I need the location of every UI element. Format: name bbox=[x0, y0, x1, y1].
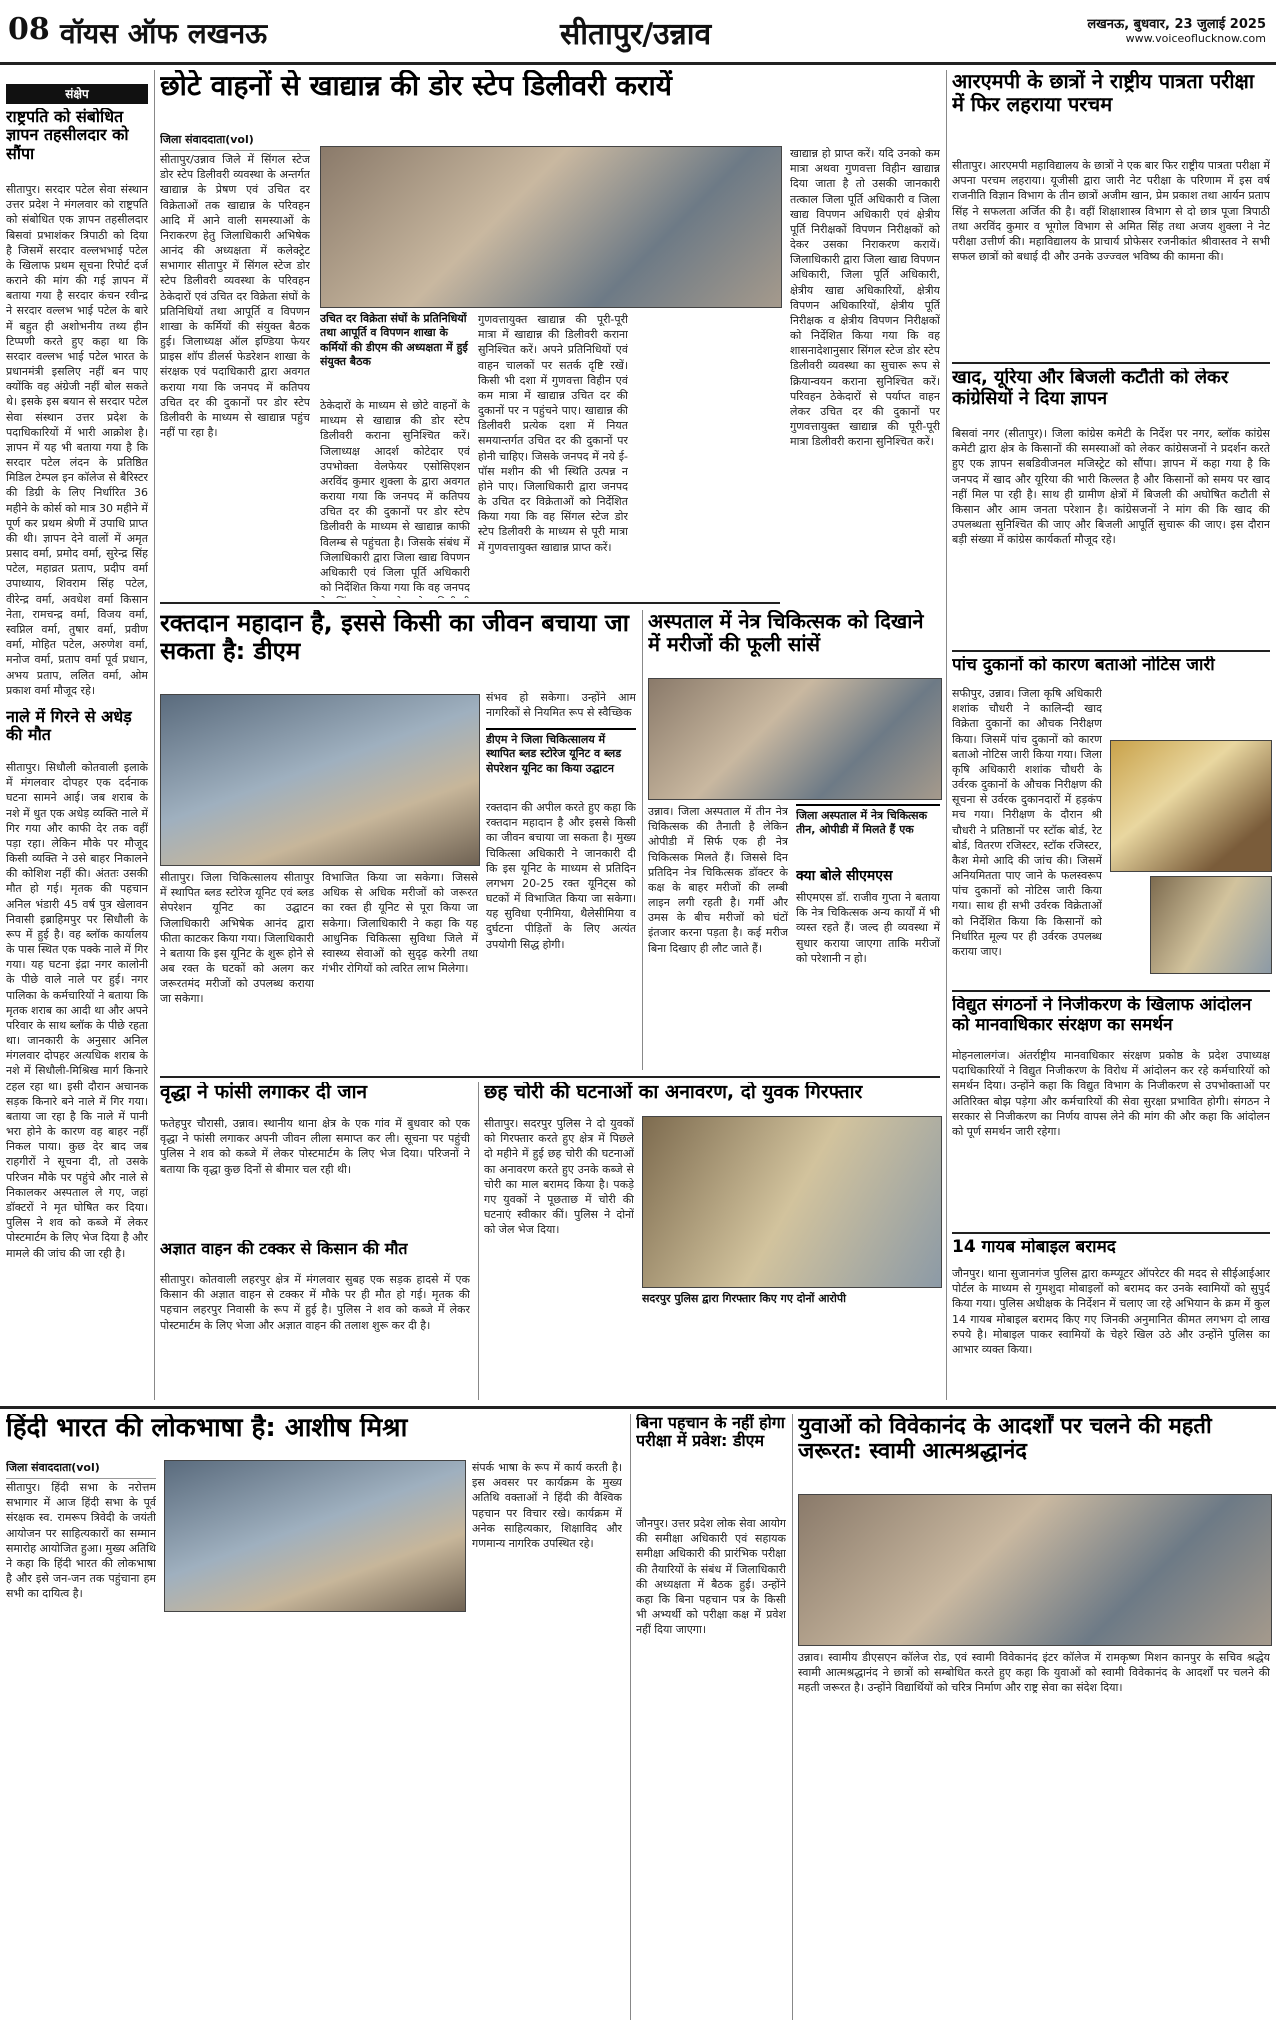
arrest-photo bbox=[642, 1116, 942, 1288]
classroom-photo bbox=[798, 1494, 1272, 1646]
fertilizer-shop-photo bbox=[1110, 740, 1272, 872]
rmp-body: सीतापुर। आरएमपी महाविद्यालय के छात्रों ने एक बार फिर राष्ट्रीय पात्रता परीक्षा में अपना परचम लहराया। यूजीसी द्वारा जारी नेट परीक्षा के परिणाम में इस वर्ष राजनीति विज्ञान विभाग के तीन छात्रों अजीम खान, प्रेम प्रकाश तथा आर्यन प्रताप सिंह ने सफलता अर्जित की है। वहीं शिक्षाशास्त्र विभाग से दो छात्र पूजा त्रिपाठी तथा अरविंद कुमार व भूगोल विभाग से अमित सिंह तथा अजय शुक्ला ने नेट परीक्षा उत्तीर्ण की। महाविद्यालय के प्राचार्य प्रोफेसर रजनीकांत श्रीवास्तव ने सभी सफल छात्रों को बधाई दी और उनके उज्ज्वल भविष्य की कामना की। bbox=[952, 159, 1270, 264]
power-body: मोहनलालगंज। अंतर्राष्ट्रीय मानवाधिकार संरक्षण प्रकोष्ठ के प्रदेश उपाध्यक्ष पदाधिकारियों ने विद्युत निजीकरण के विरोध में आंदोलन कर रहे कर्मचारियों को समर्थन दिया। उन्होंने कहा कि विद्युत विभाग के निजीकरण से उपभोक्ताओं पर अतिरिक्त बोझ पड़ेगा और कर्मचारियों की सेवा सुरक्षा प्रभावित होगी। संगठन ने सरकार से निजीकरण का निर्णय वापस लेने की मांग की और कहा कि आंदोलन को पूर्ण समर्थन जारी रहेगा। bbox=[952, 1049, 1270, 1138]
officer-photo bbox=[1150, 876, 1272, 974]
notice-headline: पांच दुकानों को कारण बताओ नोटिस जारी bbox=[952, 656, 1215, 675]
hindi-event-photo bbox=[164, 1460, 466, 1612]
rmp-headline: आरएमपी के छात्रों ने राष्ट्रीय पात्रता परीक्षा में फिर लहराया परचम bbox=[952, 70, 1255, 116]
issue-date: लखनऊ, बुधवार, 23 जुलाई 2025 bbox=[1087, 17, 1266, 32]
power-headline: विद्युत संगठनों ने निजीकरण के खिलाफ आंदोलन को मानवाधिकार संरक्षण का समर्थन bbox=[952, 996, 1252, 1035]
hindi-headline: हिंदी भारत की लोकभाषा है: आशीष मिश्रा bbox=[6, 1414, 408, 1443]
blood-headline: रक्तदान महादान है, इससे किसी का जीवन बचाया जा सकता है: डीएम bbox=[160, 610, 629, 665]
exam-body: जौनपुर। उत्तर प्रदेश लोक सेवा आयोग की समीक्षा अधिकारी एवं सहायक समीक्षा अधिकारी की प्रारंभिक परीक्षा की तैयारियों के संबंध में जिलाधिकारी की अध्यक्षता में बैठक हुई। उन्होंने कहा कि बिना पहचान पत्र के किसी भी अभ्यर्थी को परीक्षा कक्ष में प्रवेश नहीं दिया जाएगा। bbox=[636, 1517, 786, 1637]
delivery-byline: जिला संवाददाता(vol) bbox=[160, 132, 310, 151]
delivery-col4: खाद्यान्न हो प्राप्त करें। यदि उनको कम मात्रा अथवा गुणवत्ता विहीन खाद्यान्न दिया जाता है तो उसकी जानकारी तत्काल जिला पूर्ति अधिकारी व जिला खाद्य विपणन अधिकारी एवं क्षेत्रीय पूर्ति निरीक्षकों विपणन निरीक्षकों को देकर उसका निराकरण करायें। जिलाधिकारी द्वारा जिला खाद्य विपणन अधिकारी, जिला पूर्ति अधिकारी, क्षेत्रीय खाद्य अधिकारियों, क्षेत्रीय विपणन अधिकारियों, क्षेत्रीय पूर्ति निरीक्षक व क्षेत्रीय विपणन निरीक्षकों को निर्देशित किया गया कि वह शासनादेशानुसार सिंगल स्टेज डोर स्टेप डिलीवरी व्यवस्था का सुचारू रूप से क्रियान्वयन कराना सुनिश्चित करें। परिवहन ठेकेदारों से पर्याप्त वाहन लेकर उचित दर की दुकानों पर गुणवत्तायुक्त खाद्यान्न की पूरी-पूरी मात्रा डिलीवरी कराना सुनिश्चित करें। bbox=[790, 147, 940, 449]
newspaper-brand: वॉयस ऑफ लखनऊ bbox=[60, 17, 268, 50]
blood-bottom2: विभाजित किया जा सकेगा। जिससे अधिक से अधिक मरीजों को जरूरत का रक्त ही यूनिट से पूरा किया जा सकेगा। जिलाधिकारी ने कहा कि यह आधुनिक चिकित्सा सुविधा जिले में स्वास्थ्य सेवाओं को सुदृढ़ करेगी तथा गंभीर रोगियों को त्वरित लाभ मिलेगा। bbox=[322, 871, 478, 976]
hindi-body: सीतापुर। हिंदी सभा के नरोत्तम सभागार में आज हिंदी सभा के पूर्व संरक्षक स्व. रामरूप त्रिवेदी के जयंती आयोजन पर साहित्यकारों का सम्मान समारोह आयोजित हुआ। मुख्य अतिथि ने कहा कि हिंदी भारत की लोकभाषा है और इसे जन-जन तक पहुंचाना हम सभी का दायित्व है। bbox=[6, 1481, 156, 1601]
fertilizer-headline: खाद, यूरिया और बिजली कटौती को लेकर कांग्रेसियों ने दिया ज्ञापन bbox=[952, 368, 1229, 409]
exam-headline: बिना पहचान के नहीं होगा परीक्षा में प्रवेश: डीएम bbox=[636, 1414, 785, 1451]
accident-body: सीतापुर। कोतवाली लहरपुर क्षेत्र में मंगलवार सुबह एक सड़क हादसे में एक किसान की अज्ञात वाहन से टक्कर में मौके पर ही मौत हो गई। मृतक की पहचान लहरपुर निवासी के रूप में हुई है। पुलिस ने शव को कब्जे में लेकर पोस्टमार्टम के लिए भेजा और अज्ञात वाहन की तलाश शुरू कर दी है। bbox=[160, 1273, 470, 1332]
masthead bbox=[0, 0, 1276, 65]
brief2-headline: नाले में गिरने से अधेड़ की मौत bbox=[6, 708, 132, 745]
brief1-headline: राष्ट्रपति को संबोधित ज्ञापन तहसीलदार को सौंपा bbox=[6, 108, 129, 163]
page-number: 08 bbox=[8, 12, 50, 47]
delivery-headline: छोटे वाहनों से खाद्यान्न की डोर स्टेप डिलीवरी करायें bbox=[160, 70, 672, 102]
blood-unit-photo bbox=[160, 694, 480, 866]
meeting-photo bbox=[320, 146, 782, 308]
fertilizer-body: बिसवां नगर (सीतापुर)। जिला कांग्रेस कमेटी के निर्देश पर नगर, ब्लॉक कांग्रेस कमेटी द्वारा क्षेत्र के किसानों की समस्याओं को लेकर कांग्रेसजनों ने प्रदर्शन करते हुए एक ज्ञापन सबडिवीजनल मजिस्ट्रेट को सौंपा। ज्ञापन में कहा गया है कि जनपद में खाद और यूरिया की भारी किल्लत है और किसानों को समय पर खाद नहीं मिल पा रही है। साथ ही ग्रामीण क्षेत्रों में बिजली की अघोषित कटौती से किसान और आम जनता परेशान है। कांग्रेसजनों ने मांग की कि खाद की उपलब्धता सुनिश्चित की जाए और बिजली आपूर्ति सुचारू की जाए। इस दौरान बड़ी संख्या में कांग्रेस कार्यकर्ता मौजूद रहे। bbox=[952, 427, 1270, 547]
vivekananda-body: उन्नाव। स्वामीय डीएसएन कॉलेज रोड, एवं स्वामी विवेकानंद इंटर कॉलेज में रामकृष्ण मिशन कानपुर के सचिव श्रद्धेय स्वामी आत्मश्रद्धानंद ने छात्रों को सम्बोधित करते हुए कहा कि युवाओं को स्वामी विवेकानंद के आदर्शों पर चलने की महती जरूरत है। उन्होंने विद्यार्थियों को चरित्र निर्माण और राष्ट्र सेवा का संदेश दिया। bbox=[798, 1651, 1270, 1695]
blood-pullquote: डीएम ने जिला चिकित्सालय में स्थापित ब्लड स्टोरेज यूनिट व ब्लड सेपरेशन यूनिट का किया उद्घाटन bbox=[486, 728, 636, 799]
blood-col-right: रक्तदान की अपील करते हुए कहा कि रक्तदान महादान है और इससे किसी का जीवन बचाया जा सकता है। मुख्य चिकित्सा अधिकारी ने जानकारी दी कि इस यूनिट के माध्यम से प्रतिदिन लगभग 20-25 रक्त यूनिट्स को घटकों में विभाजित किया जा सकेगा। यह सुविधा एनीमिया, थैलेसीमिया व दुर्घटना पीड़ितों के लिए अत्यंत उपयोगी सिद्ध होगी। bbox=[486, 801, 636, 951]
delivery-col1: सीतापुर/उन्नाव जिले में सिंगल स्टेज डोर स्टेप डिलीवरी व्यवस्था के अन्तर्गत खाद्यान्न के प्रेषण एवं उचित दर विक्रेताओं तक खाद्यान्न के परिवहन आदि में आने वाली समस्याओं के निराकरण हेतु जिलाधिकारी अभिषेक आनंद की अध्यक्षता में कलेक्ट्रेट सभागार सीतापुर में सिंगल स्टेज डोर स्टेप डिलीवरी व्यवस्था के परिवहन ठेकेदारों एवं उचित दर विक्रेता संघों के प्रतिनिधियों तथा आपूर्ति व विपणन शाखा के कर्मियों की संयुक्त बैठक हुई। जिलाध्यक्ष ऑल इण्डिया फेयर प्राइस शॉप डीलर्स फेडरेशन शाखा के संरक्षक एवं पदाधिकारी द्वारा अवगत कराया गया कि जनपद में कतिपय उचित दर की दुकानों पर डोर स्टेप डिलीवरी के माध्यम से खाद्यान्न पहुंच नहीं पा रहा है। bbox=[160, 153, 310, 440]
hindi-byline: जिला संवाददाता(vol) bbox=[6, 1460, 156, 1479]
hospital-photo bbox=[648, 678, 942, 800]
eye-body: उन्नाव। जिला अस्पताल में तीन नेत्र चिकित्सक की तैनाती है लेकिन ओपीडी में सिर्फ एक ही नेत्र चिकित्सक मिलते हैं। जिससे दिन प्रतिदिन नेत्र चिकित्सक डॉक्टर के कक्ष के बाहर मरीजों की लम्बी लाइन लगी रहती है। गर्मी और उमस के बीच मरीजों को घंटों इंतजार करना पड़ता है। कई मरीज बिना दिखाए ही लौट जाते हैं। bbox=[648, 805, 788, 955]
accident-headline: अज्ञात वाहन की टक्कर से किसान की मौत bbox=[160, 1240, 408, 1258]
brief2-body: सीतापुर। सिधौली कोतवाली इलाके में मंगलवार दोपहर एक दर्दनाक घटना सामने आई। जब शराब के नशे में धुत एक अधेड़ व्यक्ति नाले में गिर गया और काफी देर तक वहीं पड़ा रहा। लेकिन मौके पर मौजूद किसी व्यक्ति ने उसे बाहर निकालने की कोशिश नहीं की। अंततः उसकी मौत हो गई। मृतक की पहचान अनिल भंडारी 45 वर्ष पुत्र खेलावन निवासी इब्राहिमपुर पर सिधौली के रूप में हुई है। वह ब्लॉक कार्यालय के पास स्थित एक पक्के नाले में गिर गया। यह घटना इंद्रा नगर कालोनी के पीछे वाले नाले पर हुई। नगर पालिका के कर्मचारियों ने बताया कि मृतक शराब का आदी था और अपने परिवार के साथ ब्लॉक के पीछे रहता था। जानकारी के अनुसार अनिल मंगलवार दोपहर अत्यधिक शराब के नशे में सिधौली-मिश्रिख मार्ग किनारे टहल रहा था। इसी दौरान अचानक सड़क किनारे बने नाले में गिर गया। बताया जा रहा है कि नाले में पानी भरा होने के कारण वह बाहर नहीं निकल पाया। कुछ देर बाद जब राहगीरों ने सूचना दी, तो उसके परिजन मौके पर पहुंचे और नाले से निकालकर अस्पताल ले गए, जहां डॉक्टरों ने मृत घोषित कर दिया। पुलिस ने शव को कब्जे में लेकर पोस्टमार्टम के लिए भेज दिया है और मामले की जांच की जा रही है। bbox=[6, 761, 148, 1260]
blood-bottom1: सीतापुर। जिला चिकित्सालय सीतापुर में स्थापित ब्लड स्टोरेज यूनिट एवं ब्लड सेपरेशन यूनिट का उद्घाटन जिलाधिकारी अभिषेक आनंद द्वारा फीता काटकर किया गया। जिलाधिकारी ने बताया कि इस यूनिट के शुरू होने से अब रक्त के घटकों को अलग कर जरूरतमंद मरीजों को उपलब्ध कराया जा सकेगा। bbox=[160, 871, 314, 1006]
theft-caption: सदरपुर पुलिस द्वारा गिरफ्तार किए गए दोनों आरोपी bbox=[642, 1292, 846, 1305]
delivery-caption: उचित दर विक्रेता संघों के प्रतिनिधियों तथा आपूर्ति व विपणन शाखा के कर्मियों की डीएम की अध्यक्षता में हुई संयुक्त बैठक bbox=[320, 312, 468, 368]
dateline bbox=[1087, 14, 1266, 45]
theft-body: सीतापुर। सदरपुर पुलिस ने दो युवकों को गिरफ्तार करते हुए क्षेत्र में पिछले दो महीने में हुई छह चोरी की घटनाओं का अनावरण करते हुए उनके कब्जे से चोरी का माल बरामद किया है। पकड़े गए युवकों ने पूछताछ में चोरी की घटनाएं स्वीकार कीं। पुलिस ने दोनों को जेल भेज दिया। bbox=[484, 1117, 634, 1237]
hanging-body: फतेहपुर चौरासी, उन्नाव। स्थानीय थाना क्षेत्र के एक गांव में बुधवार को एक वृद्धा ने फांसी लगाकर अपनी जीवन लीला समाप्त कर ली। सूचना पर पहुंची पुलिस ने शव को कब्जे में लेकर पोस्टमार्टम के लिए भेज दिया। परिजनों ने बताया कि वृद्धा कुछ दिनों से बीमार चल रही थी। bbox=[160, 1117, 470, 1176]
delivery-col2: ठेकेदारों के माध्यम से छोटे वाहनों के माध्यम से खाद्यान्न की डोर स्टेप डिलीवरी कराना सुनिश्चित करें। जिलाध्यक्ष आदर्श कोटेदार एवं उपभोक्ता वेलफेयर एसोसिएशन अरविंद कुमार शुक्ला के द्वारा अवगत कराया गया कि जनपद में कतिपय उचित दर की दुकानों पर डोर स्टेप डिलीवरी के माध्यम से खाद्यान्न काफी विलम्ब से पहुंचता है। जिसके संबंध में जिलाधिकारी द्वारा जिला खाद्य विपणन अधिकारी एवं जिला पूर्ति अधिकारी को निर्देशित किया गया कि वह जनपद bbox=[320, 399, 470, 595]
hanging-headline: वृद्धा ने फांसी लगाकर दी जान bbox=[160, 1082, 368, 1103]
eye-subhead: क्या बोले सीएमएस bbox=[796, 868, 893, 884]
brief1-body: सीतापुर। सरदार पटेल सेवा संस्थान उत्तर प्रदेश ने मंगलवार को राष्ट्रपति को संबोधित एक ज्ञापन तहसीलदार बिसवां प्रभाशंकर त्रिपाठी को दिया है जिसमें सरदार वल्लभभाई पटेल के खिलाफ प्रथम सूचना रिपोर्ट दर्ज कराने की मांग की गई ज्ञापन में बताया गया है सरदार कंचन रवीन्द्र ने सरदार वल्लभ भाई पटेल के बारे में बहुत ही अशोभनीय तथ्य हीन टिप्पणी करते हुए कहा था कि सरदार वल्लभ भाई पटेल भारत के प्रधानमंत्री इसलिए नहीं बन पाए क्योंकि वह अंग्रेजी नहीं बोल सकते थे। इसके इस बयान से सरदार पटेल सेवा संस्थान उत्तर प्रदेश के पदाधिकारियों में भारी आक्रोश है। ज्ञापन में यह भी बताया गया है कि सरदार पटेल लंदन के प्रतिष्ठित मिडिल टेम्पल इन कॉलेज से बैरिस्टर की डिग्री के लिए निर्धारित 36 महीने के कोर्स को मात्र 30 महीने में पूर्ण कर प्रथम श्रेणी में उपाधि प्राप्त की थी। ज्ञापन देने वालों में अमृत प्रसाद वर्मा, प्रमोद वर्मा, सुरेन्द्र सिंह पटेल, महाव्रत प्रताप, प्रदीप वर्मा उपाध्याय, शिवराम सिंह पटेल, वीरेन्द्र वर्मा, अवधेश वर्मा किसान नेता, रामचन्द्र वर्मा, विजय वर्मा, स्वप्निल वर्मा, तुषार वर्मा, प्रवीण वर्मा, मोहित पटेल, अरुणेश वर्मा, मनोज वर्मा, प्रताप वर्मा पूर्व प्रधान, अभय प्रताप, ललित वर्मा, ओम प्रकाश वर्मा मौजूद रहे। bbox=[6, 183, 148, 697]
notice-body: सफीपुर, उन्नाव। जिला कृषि अधिकारी शशांक चौधरी ने कालिन्दी खाद विक्रेता दुकानों का औचक निरीक्षण किया। जिसमें पांच दुकानों को कारण बताओ नोटिस जारी किया गया। जिला कृषि अधिकारी शशांक चौधरी के उर्वरक दुकानों के औचक निरीक्षण की सूचना से उर्वरक दुकानदारों में हड़कंप मच गया। निरीक्षण के दौरान श्री चौधरी ने प्रतिष्ठानों पर स्टॉक बोर्ड, रेट बोर्ड, वितरण रजिस्टर, स्टॉक रजिस्टर, कैश मेमो आदि की जांच की। जिसमें अनियमितता पाए जाने के फलस्वरूप पांच दुकानों को नोटिस जारी किया गया। साथ ही सभी उर्वरक विक्रेताओं को निर्देशित किया कि किसानों को निर्धारित मूल्य पर ही उर्वरक उपलब्ध कराया जाए। bbox=[952, 687, 1102, 958]
theft-headline: छह चोरी की घटनाओं का अनावरण, दो युवक गिरफ्तार bbox=[484, 1082, 863, 1103]
eye-pullquote: जिला अस्पताल में नेत्र चिकित्सक तीन, ओपीडी में मिलते हैं एक bbox=[796, 804, 940, 865]
hindi-body2: संपर्क भाषा के रूप में कार्य करती है। इस अवसर पर कार्यक्रम के मुख्य अतिथि वक्ताओं ने हिंदी की वैश्विक पहचान पर विचार रखे। कार्यक्रम में अनेक साहित्यकार, शिक्षाविद और गणमान्य नागरिक उपस्थित रहे। bbox=[472, 1461, 622, 1550]
briefs-tag: संक्षेप bbox=[6, 84, 148, 104]
eye-headline: अस्पताल में नेत्र चिकित्सक को दिखाने में मरीजों की फूली सांसें bbox=[648, 610, 924, 656]
delivery-col3b bbox=[636, 312, 782, 598]
website-link[interactable]: www.voiceoflucknow.com bbox=[1125, 32, 1266, 45]
mobiles-headline: 14 गायब मोबाइल बरामद bbox=[952, 1238, 1116, 1257]
blood-col-top: संभव हो सकेगा। उन्होंने आम नागरिकों से नियमित रूप से स्वैच्छिक bbox=[486, 691, 636, 720]
vivekananda-headline: युवाओं को विवेकानंद के आदर्शों पर चलने की महती जरूरत: स्वामी आत्मश्रद्धानंद bbox=[798, 1414, 1212, 1465]
mobiles-body: जौनपुर। थाना सुजानगंज पुलिस द्वारा कम्प्यूटर ऑपरेटर की मदद से सीईआईआर पोर्टल के माध्यम से गुमशुदा मोबाइलों को बरामद कर उनके स्वामियों को सुपुर्द किया गया। पुलिस अधीक्षक के निर्देशन में चलाए जा रहे अभियान के क्रम में कुल 14 गायब मोबाइल बरामद किए गए जिनकी अनुमानित कीमत लगभग दो लाख रुपये है। मोबाइल पाकर स्वामियों के चेहरे खिल उठे और उन्होंने पुलिस का आभार व्यक्त किया। bbox=[952, 1267, 1270, 1356]
section-title: सीतापुर/उन्नाव bbox=[560, 17, 712, 52]
eye-body2: सीएमएस डॉ. राजीव गुप्ता ने बताया कि नेत्र चिकित्सक अन्य कार्यों में भी व्यस्त रहते हैं। जल्द ही व्यवस्था में सुधार कराया जाएगा ताकि मरीजों को परेशानी न हो। bbox=[796, 891, 940, 965]
delivery-col3: गुणवत्तायुक्त खाद्यान्न की पूरी-पूरी मात्रा में खाद्यान्न की डिलीवरी कराना सुनिश्चित करें। अपने प्रतिनिधियों एवं वाहन चालकों पर सतर्क दृष्टि रखें। किसी भी दशा में गुणवत्ता विहीन एवं कम मात्रा में खाद्यान्न उचित दर की दुकानों पर न पहुंचने पाए। खाद्यान्न की डिलीवरी प्रत्येक दशा में नियत समयान्तर्गत उचित दर की दुकानों पर होनी चाहिए। जिसके जनपद में नये ई-पॉस मशीन की भी स्थिति उत्पन्न न होने पाए। जिलाधिकारी द्वारा जनपद के उचित दर विक्रेताओं को निर्देशित किया गया कि वह सिंगल स्टेज डोर स्टेप डिलीवरी के माध्यम से पूरी मात्रा में गुणवत्तायुक्त खाद्यान्न प्राप्त करें। bbox=[478, 313, 628, 554]
